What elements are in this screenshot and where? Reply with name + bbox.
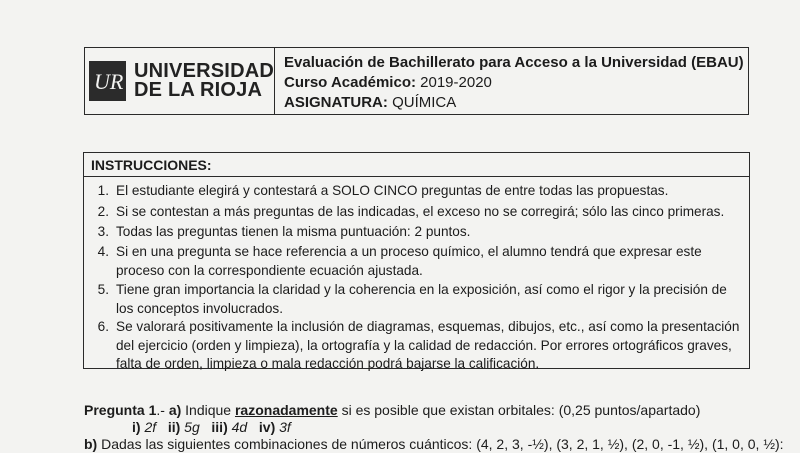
subject-value: QUÍMICA bbox=[392, 94, 457, 111]
exam-header bbox=[84, 47, 749, 115]
option-orbital: 4d bbox=[231, 419, 248, 435]
option-orbital: 3f bbox=[279, 419, 291, 435]
question-1-part-a bbox=[84, 401, 700, 419]
instruction-text: Se valorará positivamente la inclusión de diagramas, esquemas, dibujos, etc., así como la presentación del ejercicio (orden y limpieza), la ortografía y la calidad de redacción. Por errores ortográficos graves, falta de orden, limpieza o mala redacción podrá bajarse la calificación. bbox=[116, 319, 740, 371]
instruction-text: Si se contestan a más preguntas de las indicadas, el exceso no se corregirá; sólo las cinco primeras. bbox=[116, 204, 725, 219]
instruction-number: 5. bbox=[97, 282, 109, 297]
university-logo-icon bbox=[89, 61, 126, 101]
instruction-number: 1. bbox=[97, 183, 109, 198]
option-label: iv) bbox=[258, 419, 276, 435]
option-label: i) bbox=[132, 419, 141, 435]
part-a-prefix: Indique bbox=[185, 402, 232, 418]
university-name-line2: DE LA RIOJA bbox=[134, 79, 263, 101]
university-logo bbox=[85, 48, 275, 114]
part-b-text: Dadas las siguientes combinaciones de números cuánticos: (4, 2, 3, -½), (3, 2, 1, ½), (2, 0, -1, ½), (1, 0, 0, ½): bbox=[101, 436, 784, 452]
instructions-box bbox=[83, 152, 750, 369]
instruction-text: El estudiante elegirá y contestará a SOLO CINCO preguntas de entre todas las propuestas. bbox=[116, 183, 669, 198]
exam-info bbox=[275, 48, 744, 114]
instruction-number: 4. bbox=[97, 244, 109, 259]
instruction-number: 6. bbox=[97, 319, 109, 334]
option-label: ii) bbox=[167, 419, 181, 435]
part-a-label: a) bbox=[168, 402, 182, 418]
part-a-text: si es posible que existan orbitales: (0,25 puntos/apartado) bbox=[341, 402, 701, 418]
instruction-text: Tiene gran importancia la claridad y la coherencia en la exposición, así como el rigor y la precisión de los conceptos involucrados. bbox=[116, 282, 727, 316]
instruction-text: Si en una pregunta se hace referencia a un proceso químico, el alumno tendrá que expresar este proceso con la correspondiente ecuación ajustada. bbox=[116, 244, 702, 278]
instruction-number: 3. bbox=[97, 224, 109, 239]
option-label: iii) bbox=[211, 419, 228, 435]
exam-title: Evaluación de Bachillerato para Acceso a la Universidad (EBAU) bbox=[284, 54, 744, 71]
instruction-number: 2. bbox=[97, 204, 109, 219]
instruction-text: Todas las preguntas tienen la misma puntuación: 2 puntos. bbox=[116, 224, 471, 239]
question-1-separator: .- bbox=[156, 402, 165, 418]
subject-label: ASIGNATURA: bbox=[284, 94, 388, 111]
part-b-label: b) bbox=[84, 436, 98, 452]
course-label: Curso Académico: bbox=[284, 74, 416, 91]
question-1-label: Pregunta 1 bbox=[84, 402, 157, 418]
question-1-part-b bbox=[84, 435, 784, 453]
orbital-options bbox=[132, 418, 291, 436]
logo-monogram: UR bbox=[93, 69, 123, 94]
instructions-heading: INSTRUCCIONES: bbox=[84, 153, 749, 177]
university-name-line1: UNIVERSIDAD bbox=[134, 60, 274, 82]
option-orbital: 5g bbox=[184, 419, 200, 435]
option-orbital: 2f bbox=[144, 419, 157, 435]
course-value: 2019-2020 bbox=[420, 74, 492, 91]
part-a-emphasis: razonadamente bbox=[234, 402, 338, 418]
